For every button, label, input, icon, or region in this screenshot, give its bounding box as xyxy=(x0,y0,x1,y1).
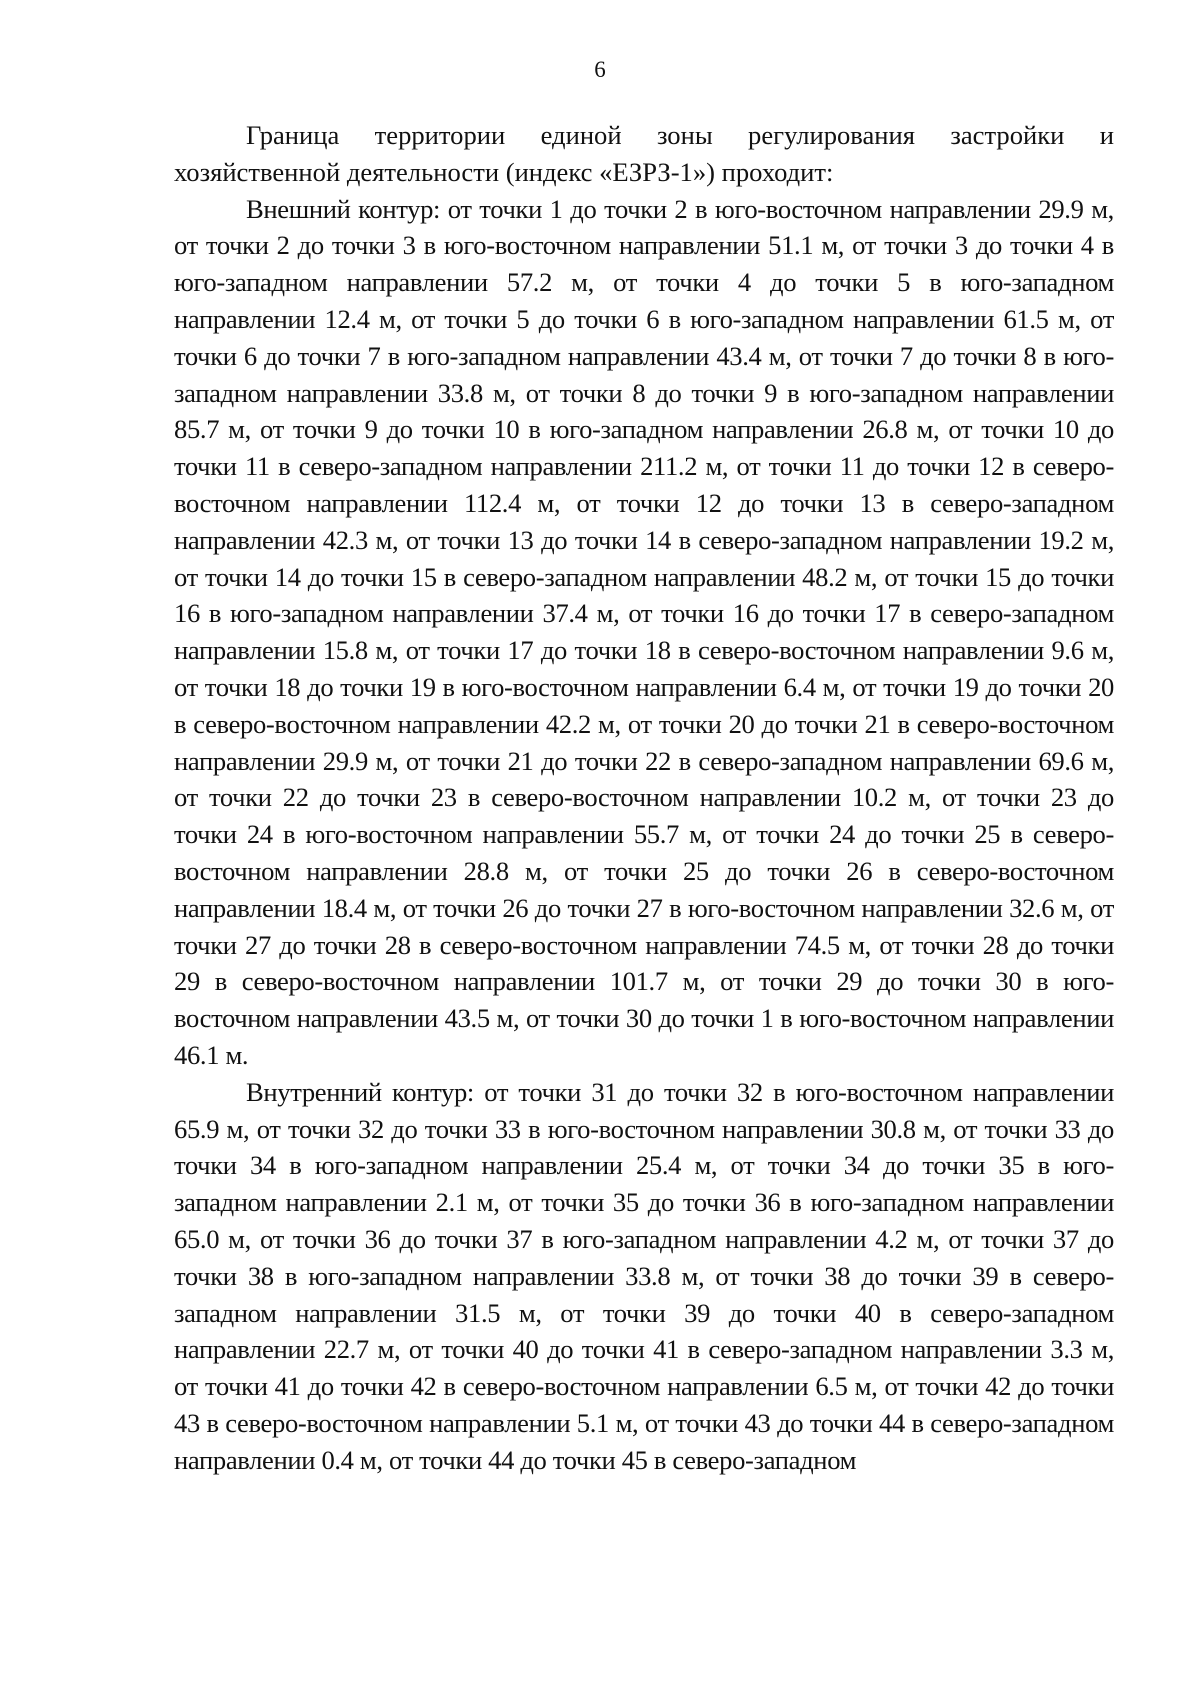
intro-paragraph: Граница территории единой зоны регулирования застройки и хозяйственной деятельности (индекс «ЕЗРЗ-1») проходит: xyxy=(174,120,1114,187)
outer-contour-paragraph: Внешний контур: от точки 1 до точки 2 в юго-восточном направлении 29.9 м, от точки 2 до точки 3 в юго-восточном направлении 51.1 м, от точки 3 до точки 4 в юго-западном направлении 57.2 м, от точки 4 до точки 5 в юго-западном направлении 12.4 м, от точки 5 до точки 6 в юго-западном направлении 61.5 м, от точки 6 до точки 7 в юго-западном направлении 43.4 м, от точки 7 до точки 8 в юго-западном направлении 33.8 м, от точки 8 до точки 9 в юго-западном направлении 85.7 м, от точки 9 до точки 10 в юго-западном направлении 26.8 м, от точки 10 до точки 11 в северо-западном направлении 211.2 м, от точки 11 до точки 12 в северо-восточном направлении 112.4 м, от точки 12 до точки 13 в северо-западном направлении 42.3 м, от точки 13 до точки 14 в северо-западном направлении 19.2 м, от точки 14 до точки 15 в северо-западном направлении 48.2 м, от точки 15 до точки 16 в юго-западном направлении 37.4 м, от точки 16 до точки 17 в северо-западном направлении 15.8 м, от точки 17 до точки 18 в северо-восточном направлении 9.6 м, от точки 18 до точки 19 в юго-восточном направлении 6.4 м, от точки 19 до точки 20 в северо-восточном направлении 42.2 м, от точки 20 до точки 21 в северо-восточном направлении 29.9 м, от точки 21 до точки 22 в северо-западном направлении 69.6 м, от точки 22 до точки 23 в северо-восточном направлении 10.2 м, от точки 23 до точки 24 в юго-восточном направлении 55.7 м, от точки 24 до точки 25 в северо-восточном направлении 28.8 м, от точки 25 до точки 26 в северо-восточном направлении 18.4 м, от точки 26 до точки 27 в юго-восточном направлении 32.6 м, от точки 27 до точки 28 в северо-восточном направлении 74.5 м, от точки 28 до точки 29 в северо-восточном направлении 101.7 м, от точки 29 до точки 30 в юго-восточном направлении 43.5 м, от точки 30 до точки 1 в юго-восточном направлении 46.1 м. xyxy=(174,193,1114,1070)
page-number: 6 xyxy=(594,57,606,82)
document-body xyxy=(174,117,1114,1478)
inner-contour-paragraph: Внутренний контур: от точки 31 до точки 32 в юго-восточном направлении 65.9 м, от точки 32 до точки 33 в юго-восточном направлении 30.8 м, от точки 33 до точки 34 в юго-западном направлении 25.4 м, от точки 34 до точки 35 в юго-западном направлении 2.1 м, от точки 35 до точки 36 в юго-западном направлении 65.0 м, от точки 36 до точки 37 в юго-западном направлении 4.2 м, от точки 37 до точки 38 в юго-западном направлении 33.8 м, от точки 38 до точки 39 в северо-западном направлении 31.5 м, от точки 39 до точки 40 в северо-западном направлении 22.7 м, от точки 40 до точки 41 в северо-западном направлении 3.3 м, от точки 41 до точки 42 в северо-восточном направлении 6.5 м, от точки 42 до точки 43 в северо-восточном направлении 5.1 м, от точки 43 до точки 44 в северо-западном направлении 0.4 м, от точки 44 до точки 45 в северо-западном xyxy=(174,1076,1114,1475)
